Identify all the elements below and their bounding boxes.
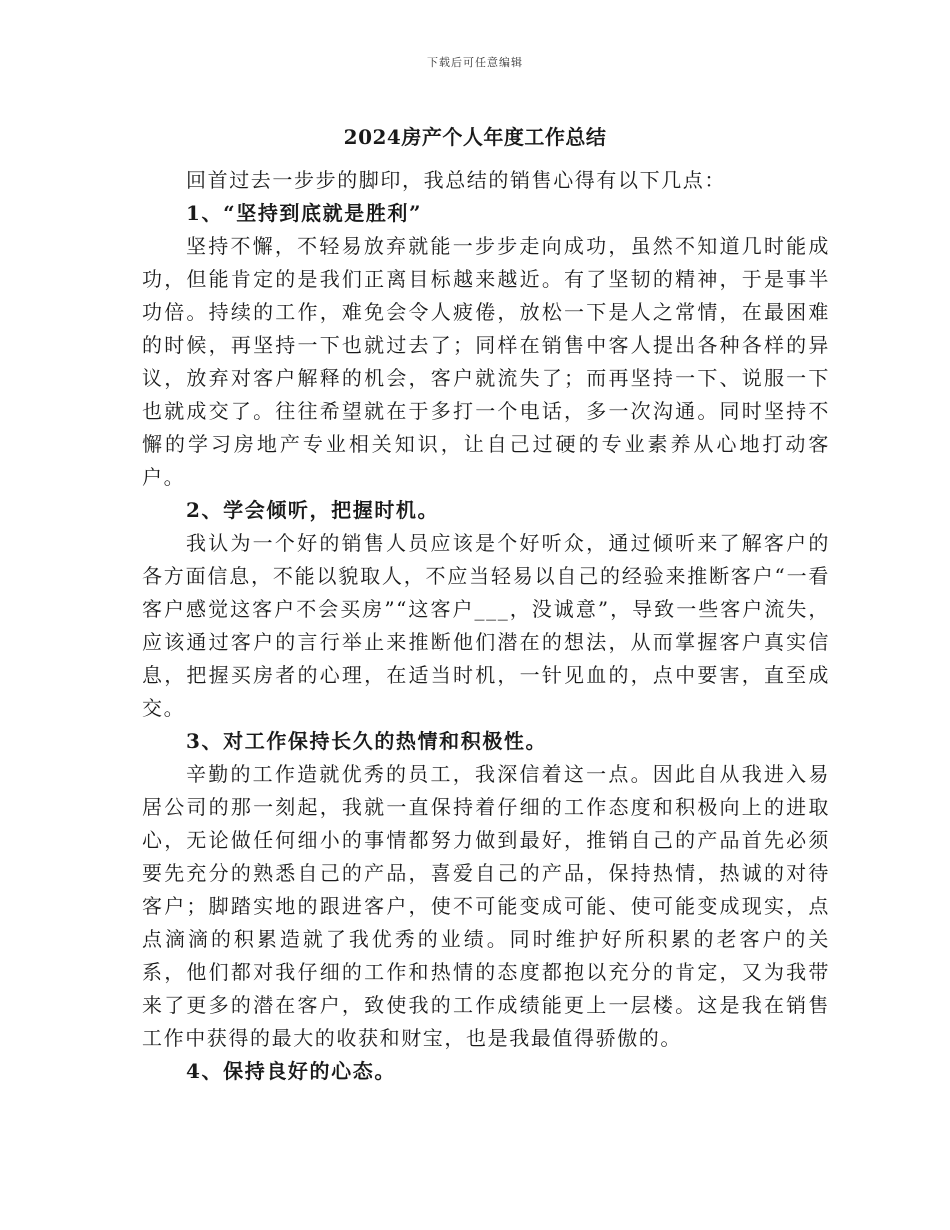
section-heading-3: 3、对工作保持长久的热情和积极性。 bbox=[186, 729, 548, 753]
section-paragraph-1: 坚持不懈，不轻易放弃就能一步步走向成功，虽然不知道几时能成功，但能肯定的是我们正离目标越来越近。有了坚韧的精神，于是事半功倍。持续的工作，难免会令人疲倦，放松一下是人之常情，在最困难的时候，再坚持一下也就过去了；同样在销售中客人提出各种各样的异议，放弃对客户解释的机会，客户就流失了；而再坚持一下、说服一下也就成交了。往往希望就在于多打一个电话，多一次沟通。同时坚持不懈的学习房地产专业相关知识，让自己过硬的专业素养从心地打动客户。 bbox=[142, 234, 830, 489]
document-title: 2024房产个人年度工作总结 bbox=[343, 125, 607, 149]
section-heading-2: 2、学会倾听，把握时机。 bbox=[186, 498, 440, 522]
header-note: 下载后可任意编辑 bbox=[427, 56, 523, 69]
document-body bbox=[142, 164, 830, 1088]
section-heading-4: 4、保持良好的心态。 bbox=[186, 1059, 396, 1083]
intro-paragraph: 回首过去一步步的脚印，我总结的销售心得有以下几点： bbox=[186, 168, 726, 192]
section-paragraph-2: 我认为一个好的销售人员应该是个好听众，通过倾听来了解客户的各方面信息，不能以貌取人，不应当轻易以自己的经验来推断客户“一看客户感觉这客户不会买房”“这客户___，没诚意”，导致一些客户流失，应该通过客户的言行举止来推断他们潜在的想法，从而掌握客户真实信息，把握买房者的心理，在适当时机，一针见血的，点中要害，直至成交。 bbox=[142, 531, 830, 720]
section-heading-1: 1、“坚持到底就是胜利” bbox=[186, 201, 423, 225]
section-paragraph-3: 辛勤的工作造就优秀的员工，我深信着这一点。因此自从我进入易居公司的那一刻起，我就一直保持着仔细的工作态度和积极向上的进取心，无论做任何细小的事情都努力做到最好，推销自己的产品首先必须要先充分的熟悉自己的产品，喜爱自己的产品，保持热情，热诚的对待客户；脚踏实地的跟进客户，使不可能变成可能、使可能变成现实，点点滴滴的积累造就了我优秀的业绩。同时维护好所积累的老客户的关系，他们都对我仔细的工作和热情的态度都抱以充分的肯定，又为我带来了更多的潜在客户，致使我的工作成绩能更上一层楼。这是我在销售工作中获得的最大的收获和财宝，也是我最值得骄傲的。 bbox=[142, 762, 830, 1050]
